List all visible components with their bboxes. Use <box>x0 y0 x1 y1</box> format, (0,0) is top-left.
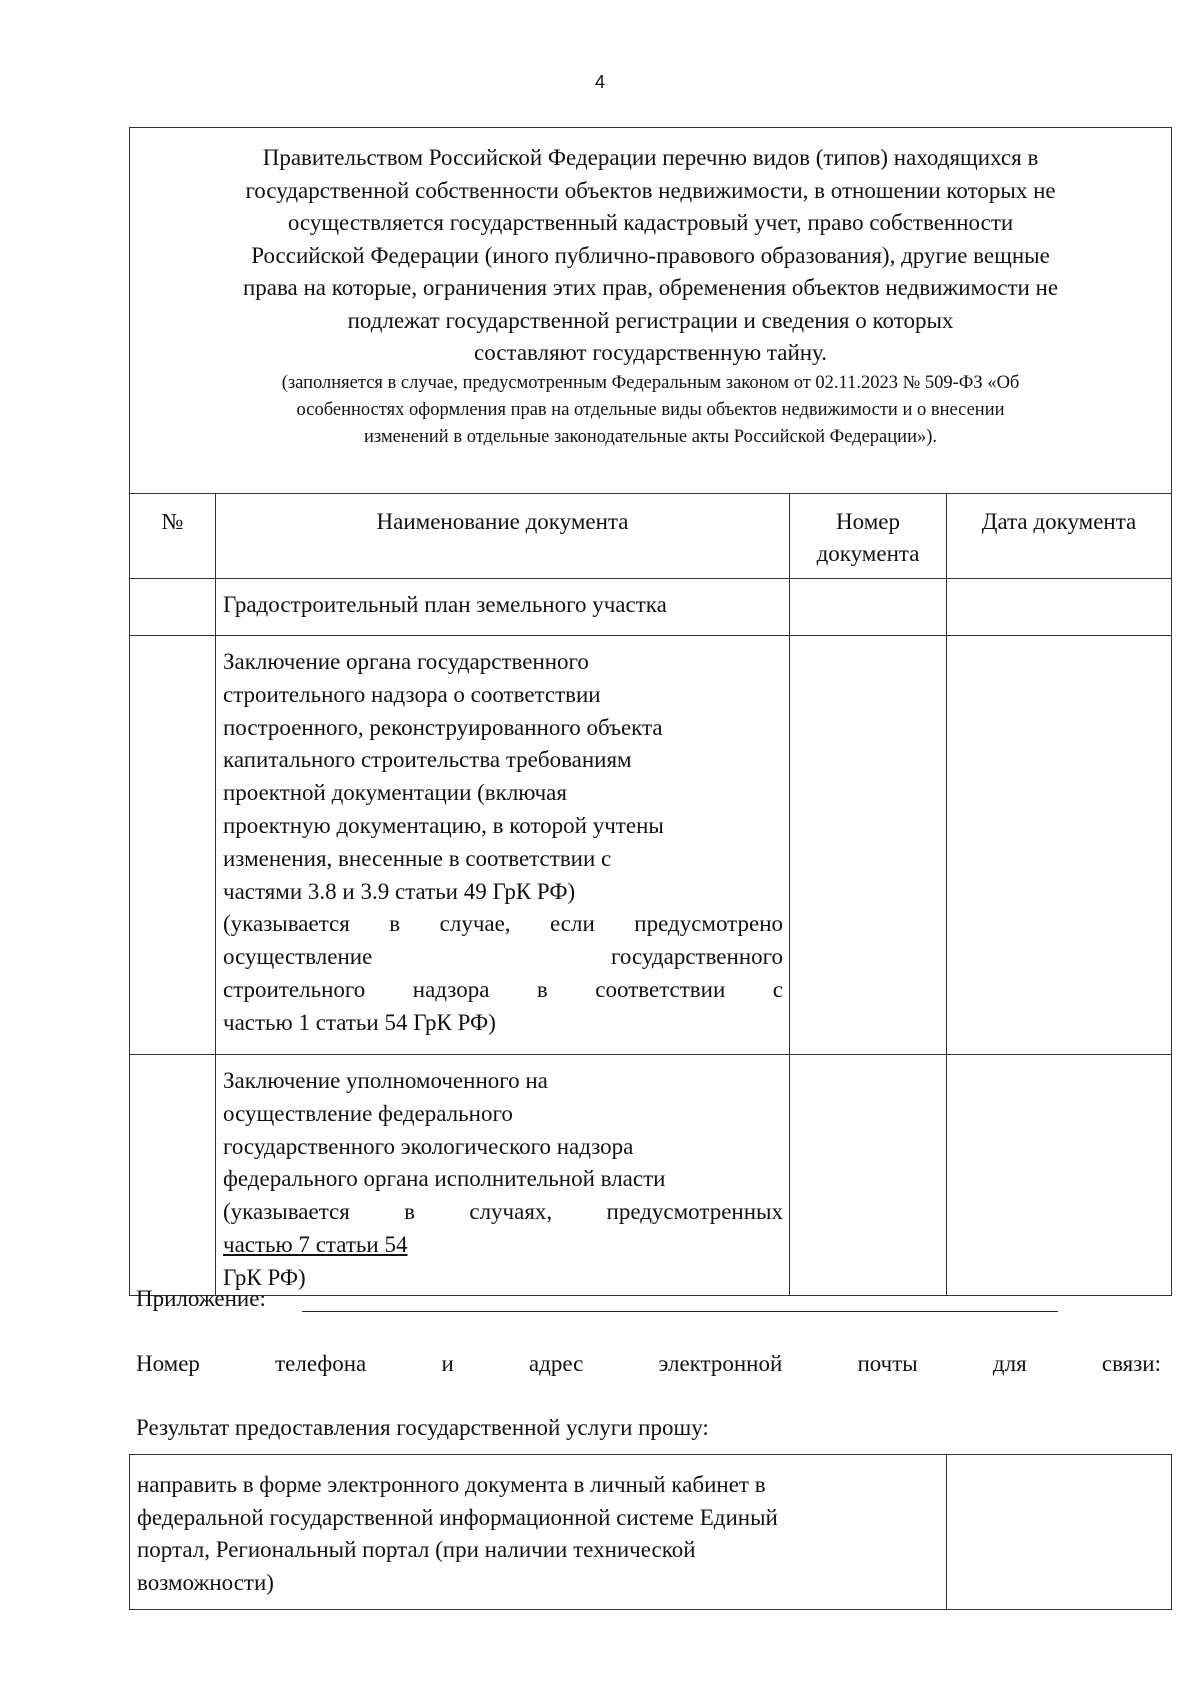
column-header-date-label: Дата документа <box>981 509 1137 534</box>
row-note-line: строительного надзора в соответствии с <box>223 976 783 1002</box>
row-number-cell[interactable] <box>790 579 947 636</box>
row-name-line: построенного, реконструированного объекта <box>223 714 663 740</box>
row-name-line: проектную документацию, в которой учтены <box>223 812 664 838</box>
column-header-number-line: Номер <box>836 509 900 534</box>
table-row <box>130 636 1172 1055</box>
page-number: 4 <box>594 72 605 92</box>
row-name-line: федерального органа исполнительной власти <box>223 1166 666 1192</box>
row-name-line: изменения, внесенные в соответствии с <box>223 845 612 871</box>
appendix-label: Приложение: <box>136 1286 266 1311</box>
header-note-line: (заполняется в случае, предусмотренным Федеральным законом от 02.11.2023 № 509-ФЗ «Об <box>281 372 1020 393</box>
result-option-line: направить в форме электронного документа в личный кабинет в <box>137 1472 766 1497</box>
header-text <box>146 142 1155 370</box>
row-name-line: Градостроительный план земельного участка <box>223 592 667 617</box>
header-line: Правительством Российской Федерации перечню видов (типов) находящихся в <box>262 145 1039 170</box>
result-label: Результат предоставления государственной услуги прошу: <box>136 1415 709 1440</box>
row-name-line: Заключение уполномоченного на <box>223 1068 548 1093</box>
result-option-line: портал, Региональный портал (при наличии технической <box>137 1537 696 1562</box>
row-date-cell[interactable] <box>947 636 1172 1055</box>
table-row <box>130 1055 1172 1296</box>
contact-label: Номер телефона и адрес электронной почты для связи: <box>136 1351 1161 1376</box>
header-line: осуществляется государственный кадастровый учет, право собственности <box>287 210 1014 235</box>
row-name-line: строительного надзора о соответствии <box>223 681 601 707</box>
header-line: Российской Федерации (иного публично-правового образования), другие вещные <box>251 242 1050 268</box>
row-name-line: проектной документации (включая <box>223 780 567 806</box>
header-note <box>146 370 1155 451</box>
row-num-cell <box>130 1055 216 1296</box>
column-header-num-label: № <box>161 509 184 534</box>
header-cell <box>130 128 1172 494</box>
column-header-date <box>947 494 1172 579</box>
appendix-input-line[interactable] <box>302 1311 1058 1312</box>
row-num-cell <box>130 636 216 1055</box>
row-name-line: осуществление федерального <box>223 1100 513 1126</box>
row-note-line: (указывается в случае, если предусмотрено <box>223 911 783 937</box>
row-num-cell <box>130 579 216 636</box>
header-line: государственной собственности объектов недвижимости, в отношении которых не <box>245 177 1056 203</box>
result-option-text <box>130 1455 947 1610</box>
row-note-tail: ГрК РФ) <box>223 1264 306 1290</box>
header-line: права на которые, ограничения этих прав, обременения объектов недвижимости не <box>242 275 1059 300</box>
row-name-cell <box>216 1055 790 1296</box>
row-note-line: частью 1 статьи 54 ГрК РФ) <box>223 1009 496 1035</box>
row-name-line: государственного экологического надзора <box>223 1133 634 1159</box>
row-note-line <box>223 1229 783 1295</box>
row-name-line: капитального строительства требованиям <box>223 747 632 773</box>
row-number-cell[interactable] <box>790 1055 947 1296</box>
row-date-cell[interactable] <box>947 1055 1172 1296</box>
result-row <box>130 1455 1172 1610</box>
column-header-number-line: документа <box>816 541 920 566</box>
row-name-line: частями 3.8 и 3.9 статьи 49 ГрК РФ) <box>223 878 576 904</box>
result-table <box>129 1454 1172 1610</box>
row-name-cell <box>216 579 790 636</box>
column-header-num <box>130 494 216 579</box>
header-note-line: изменений в отдельные законодательные акты Российской Федерации»). <box>364 426 938 447</box>
law-reference-link[interactable]: частью 7 статьи 54 <box>223 1231 408 1257</box>
column-header-number <box>790 494 947 579</box>
row-name-line: Заключение органа государственного <box>223 649 589 674</box>
result-option-line: возможности) <box>137 1569 274 1595</box>
header-note-line: особенностях оформления прав на отдельные виды объектов недвижимости и о внесении <box>296 399 1005 420</box>
row-note-line: осуществление государственного <box>223 944 783 970</box>
row-note-line: (указывается в случаях, предусмотренных <box>223 1199 783 1225</box>
column-header-name-label: Наименование документа <box>376 509 629 534</box>
row-name-cell <box>216 636 790 1055</box>
table-row <box>130 579 1172 636</box>
header-line: подлежат государственной регистрации и сведения о которых <box>347 307 954 333</box>
column-header-row <box>130 494 1172 579</box>
row-number-cell[interactable] <box>790 636 947 1055</box>
result-option-line: федеральной государственной информационной системе Единый <box>137 1504 778 1530</box>
row-date-cell[interactable] <box>947 579 1172 636</box>
result-option-mark-cell[interactable] <box>947 1455 1172 1610</box>
documents-table <box>129 127 1172 1296</box>
header-line: составляют государственную тайну. <box>474 340 828 365</box>
column-header-name <box>216 494 790 579</box>
